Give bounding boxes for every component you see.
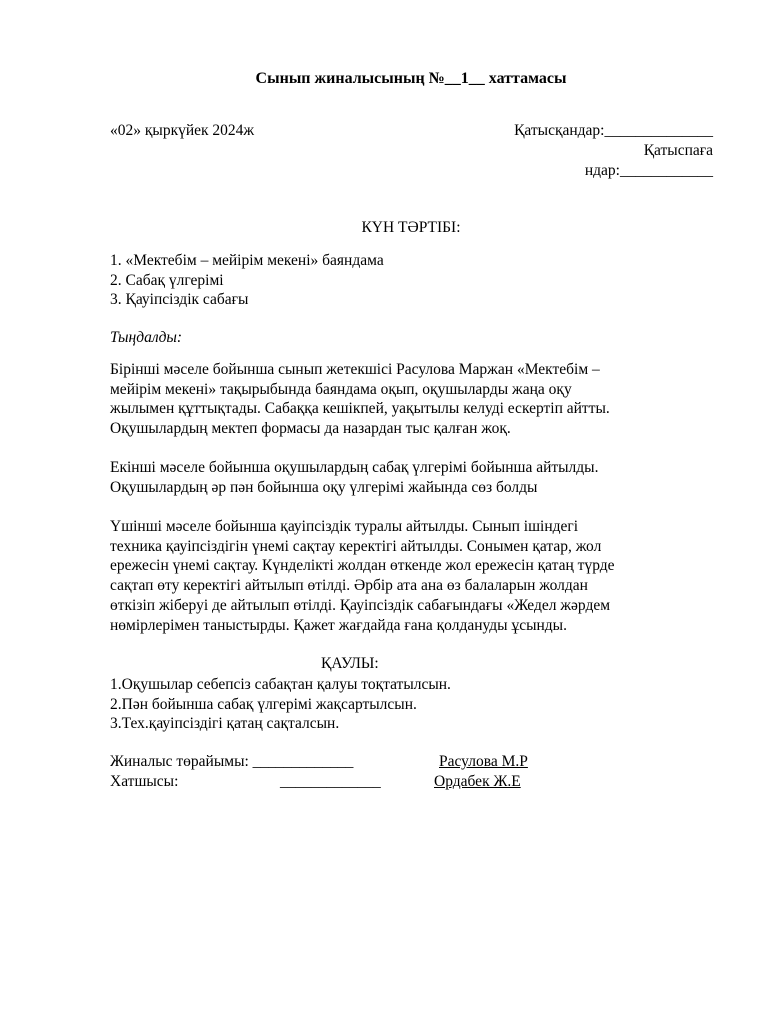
paragraph-line: ережесін үнемі сақтау. Күнделікті жолдан өткенде жол ережесін қатаң түрде [110, 557, 615, 575]
decision-item: 2.Пән бойынша сабақ үлгерімі жақсартылсын. [110, 695, 417, 713]
document-title: Сынып жиналысының №__1__ хаттамасы [255, 70, 567, 87]
decision-item: 1.Оқушылар себепсіз сабақтан қалуы тоқтатылсын. [110, 676, 451, 693]
chair-name: Расулова М.Р [439, 753, 528, 770]
agenda-item: 1. «Мектебім – мейірім мекені» баяндама [110, 252, 384, 269]
paragraph-line: Екінші мәселе бойынша оқушылардың сабақ үлгерімі бойынша айтылды. [110, 459, 599, 476]
paragraph-line: Үшінші мәселе бойынша қауіпсіздік туралы айтылды. Сынып ішіндегі [110, 518, 579, 535]
secretary-signature-line: _____________ [280, 773, 381, 790]
paragraph-line: Оқушылардың мектеп формасы да назардан тыс қалған жоқ. [110, 420, 511, 438]
paragraph-line: техника қауіпсіздігін үнемі сақтау керектігі айтылды. Сонымен қатар, жол [110, 537, 602, 555]
agenda-heading: КҮН ТӘРТІБІ: [361, 219, 461, 236]
agenda-list [110, 251, 710, 310]
paragraph-line: сақтап өту керектігі айтылып өтілді. Әрбір ата ана өз балаларын жолдан [110, 577, 588, 595]
listened-label: Тыңдалды: [110, 329, 183, 346]
absent-field-line2: ндар:____________ [584, 162, 713, 179]
paragraph-line: өткізіп жіберуі де айтылып өтілді. Қауіпсіздік сабағындағы «Жедел жәрдем [110, 596, 611, 614]
chair-label: Жиналыс төрайымы: _____________ [110, 753, 354, 770]
secretary-label: Хатшысы: [110, 773, 179, 790]
paragraph-line: мейірім мекені» тақырыбында баяндама оқып, оқушыларды жаңа оқу [110, 380, 572, 398]
meeting-date: «02» қыркүйек 2024ж [110, 122, 255, 139]
paragraph-third-issue [110, 517, 710, 635]
paragraph-line: жылымен құттықтады. Сабаққа кешікпей, уақытылы келуді ескертіп айтты. [110, 400, 610, 418]
paragraph-line: Оқушылардың әр пән бойынша оқу үлгерімі жайында сөз болды [110, 478, 538, 496]
decision-heading: ҚАУЛЫ: [321, 655, 379, 672]
paragraph-second-issue [110, 458, 710, 497]
agenda-item: 3. Қауіпсіздік сабағы [110, 291, 249, 309]
decision-list [110, 675, 710, 734]
paragraph-line: нөмірлерімен таныстырды. Қажет жағдайда ғана қолдануды ұсынды. [110, 616, 567, 634]
absent-field-line1: Қатыспаға [643, 142, 713, 159]
paragraph-line: Бірінші мәселе бойынша сынып жетекшісі Расулова Маржан «Мектебім – [110, 361, 600, 378]
present-field: Қатысқандар:______________ [514, 122, 713, 139]
paragraph-first-issue [110, 360, 710, 439]
agenda-item: 2. Сабақ үлгерімі [110, 271, 224, 289]
decision-item: 3.Тех.қауіпсіздігі қатаң сақталсын. [110, 715, 340, 733]
secretary-name: Ордабек Ж.Е [434, 773, 521, 790]
